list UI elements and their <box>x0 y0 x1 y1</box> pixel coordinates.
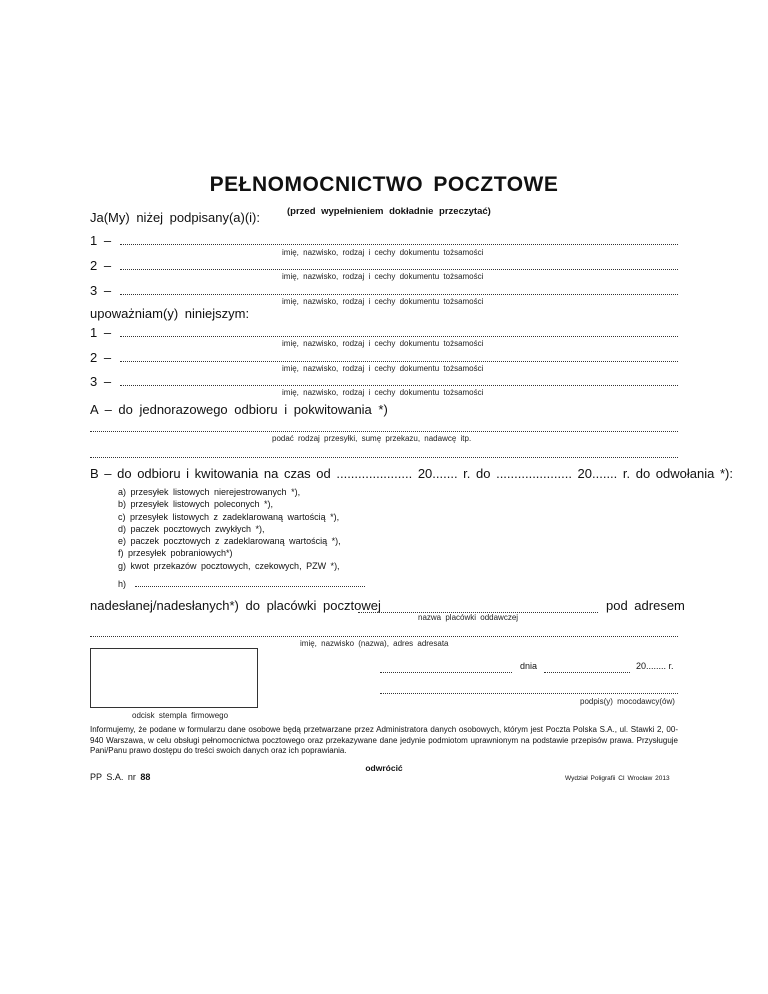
list-item[interactable]: a) przesyłek listowych nierejestrowanych *), <box>118 487 301 497</box>
section-a-label: A – do jednorazowego odbioru i pokwitowania *) <box>90 402 388 417</box>
date-field[interactable] <box>544 662 630 673</box>
list-item[interactable]: f) przesyłek pobraniowych*) <box>118 548 233 559</box>
stamp-label: odcisk stempla firmowego <box>132 711 229 720</box>
form-code <box>90 772 150 782</box>
list-item-h[interactable] <box>118 578 365 590</box>
item-h-label: h) <box>118 579 127 589</box>
line-number: 1 – <box>90 325 112 340</box>
address-hint: imię, nazwisko (nazwa), adres adresata <box>300 639 449 648</box>
proxy-line-3[interactable] <box>90 374 678 388</box>
post-office-field[interactable] <box>358 598 598 613</box>
list-item[interactable]: c) przesyłek listowych z zadeklarowaną wartością *), <box>118 511 340 522</box>
section-a-line[interactable] <box>90 420 678 434</box>
identity-hint: imię, nazwisko, rodzaj i cechy dokumentu tożsamości <box>282 248 484 257</box>
fill-dots <box>120 294 678 295</box>
line-number: 2 – <box>90 258 112 273</box>
line-number: 2 – <box>90 350 112 365</box>
turn-over-note: odwrócić <box>365 763 403 773</box>
delivery-left-text: nadesłanej/nadesłanych*) do placówki pocztowej <box>90 598 381 613</box>
printer-info: Wydział Poligrafii CI Wrocław 2013 <box>565 775 670 782</box>
fill-dots <box>90 457 678 458</box>
fill-dots <box>120 244 678 245</box>
form-number: 88 <box>140 772 151 782</box>
stamp-box[interactable] <box>90 648 258 708</box>
privacy-note: Informujemy, że podane w formularzu dane osobowe będą przetwarzane przez Administratora danych osobowych, którym jest Poczta Polska S.A., ul. Stawki 2, 00-940 Warszawa, w celu obsługi pełnomocnictwa pocztowego oraz przekazywane dane jedynie podmiotom uprawnionym na podstawie przepisów prawa. Przysługuje Pani/Panu prawo dostępu do treści swoich danych oraz ich poprawiania. <box>90 725 678 755</box>
proxy-line-1[interactable] <box>90 325 678 339</box>
proxy-line-2[interactable] <box>90 350 678 364</box>
fill-dots <box>120 336 678 337</box>
fill-dots <box>120 385 678 386</box>
fill-dots <box>120 269 678 270</box>
line-number: 3 – <box>90 374 112 389</box>
proxy-heading: upoważniam(y) niniejszym: <box>90 306 250 321</box>
fill-dots <box>90 431 678 432</box>
line-number: 1 – <box>90 233 112 248</box>
identity-hint: imię, nazwisko, rodzaj i cechy dokumentu tożsamości <box>282 339 484 348</box>
item-h-dots <box>135 586 365 587</box>
identity-hint: imię, nazwisko, rodzaj i cechy dokumentu tożsamości <box>282 272 484 281</box>
office-hint: nazwa placówki oddawczej <box>418 613 519 622</box>
date-label: dnia <box>520 661 538 671</box>
section-b-label: B – do odbioru i kwitowania na czas od ..................... 20....... r. do ..................... 20....... r. do odwołania *): <box>90 466 733 481</box>
place-field[interactable] <box>380 662 512 673</box>
section-b-list <box>118 486 341 572</box>
list-item[interactable]: g) kwot przekazów pocztowych, czekowych, PZW *), <box>118 560 340 571</box>
subtitle: (przed wypełnieniem dokładnie przeczytać) <box>287 206 491 217</box>
page-title: PEŁNOMOCNICTWO POCZTOWE <box>209 173 559 196</box>
delivery-right-text: pod adresem <box>606 598 685 613</box>
section-a-line-2[interactable] <box>90 446 678 460</box>
list-item[interactable]: b) przesyłek listowych poleconych *), <box>118 499 274 510</box>
section-a-hint: podać rodzaj przesyłki, sumę przekazu, nadawcę itp. <box>272 434 472 443</box>
signature-hint: podpis(y) mocodawcy(ów) <box>580 697 675 706</box>
fill-dots <box>90 636 678 637</box>
identity-hint: imię, nazwisko, rodzaj i cechy dokumentu tożsamości <box>282 364 484 373</box>
line-number: 3 – <box>90 283 112 298</box>
identity-hint: imię, nazwisko, rodzaj i cechy dokumentu tożsamości <box>282 297 484 306</box>
list-item[interactable]: d) paczek pocztowych zwykłych *), <box>118 523 265 534</box>
grantor-line-1[interactable] <box>90 233 678 247</box>
identity-hint: imię, nazwisko, rodzaj i cechy dokumentu tożsamości <box>282 388 484 397</box>
year-label: 20........ r. <box>636 661 674 671</box>
address-line[interactable] <box>90 625 678 639</box>
signature-field[interactable] <box>380 683 678 694</box>
grantor-line-3[interactable] <box>90 283 678 297</box>
form-code-label: PP S.A. nr <box>90 772 136 782</box>
list-item[interactable]: e) paczek pocztowych z zadeklarowaną wartością *), <box>118 536 341 547</box>
grantor-heading: Ja(My) niżej podpisany(a)(i): <box>90 210 260 225</box>
fill-dots <box>120 361 678 362</box>
grantor-line-2[interactable] <box>90 258 678 272</box>
